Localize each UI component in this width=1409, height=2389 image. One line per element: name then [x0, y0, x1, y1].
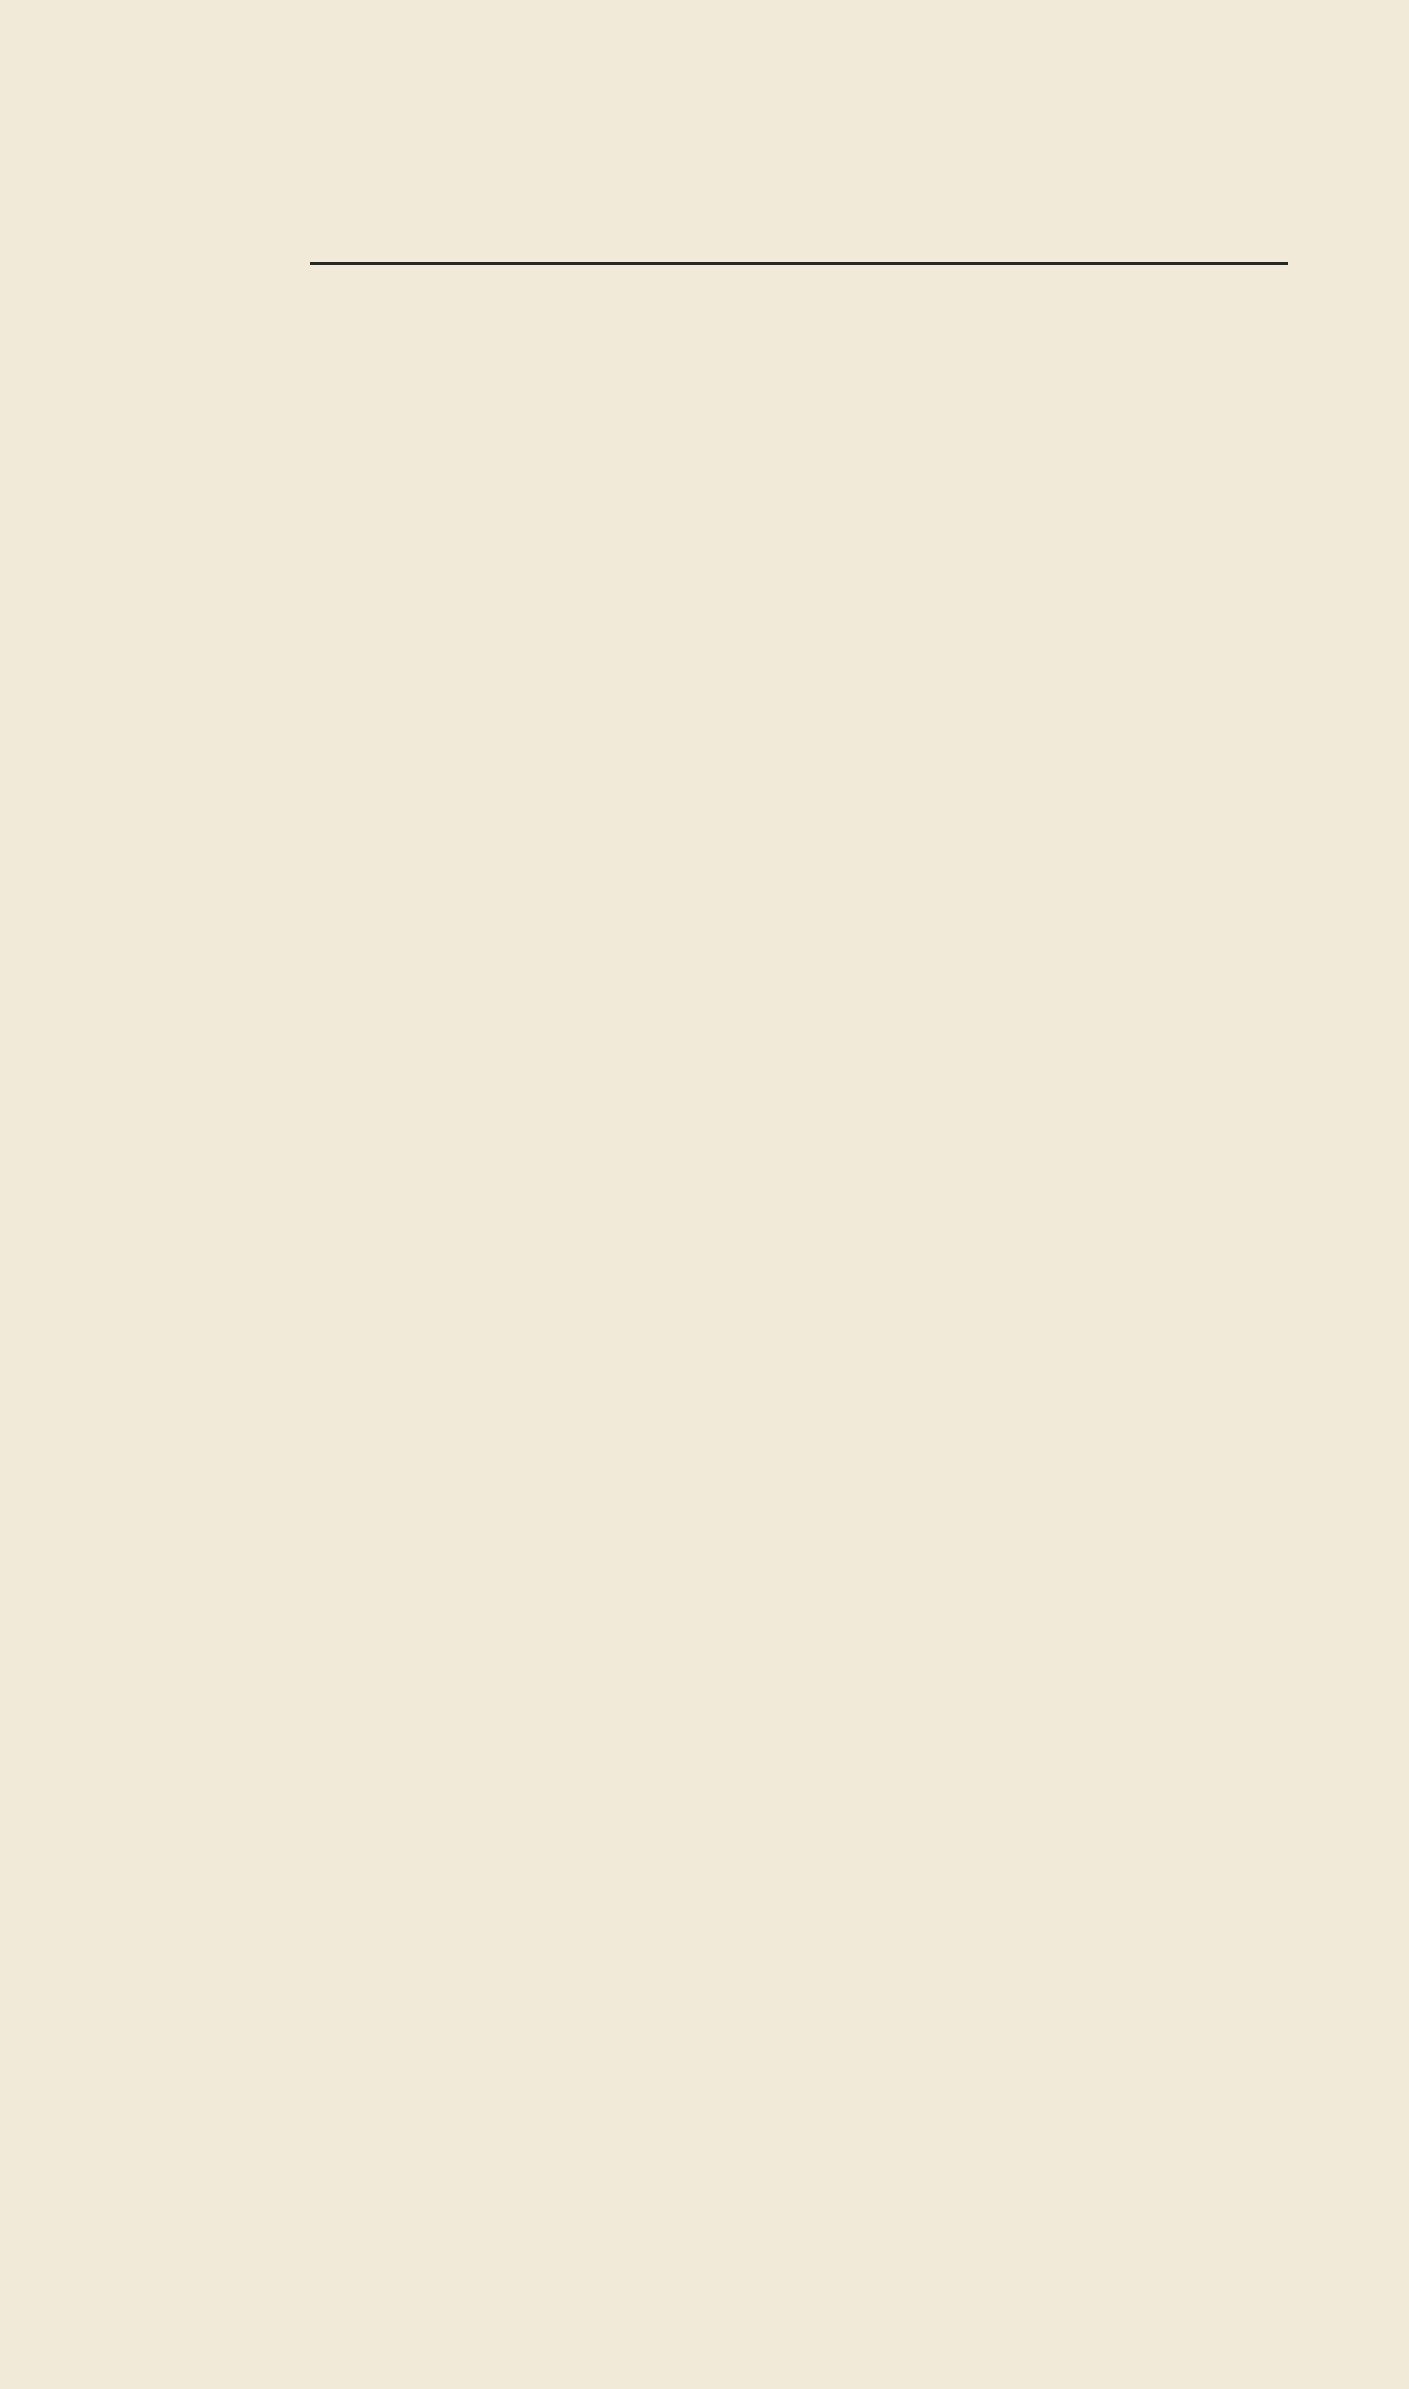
page-header: [158, 168, 1283, 228]
header-rule: [310, 262, 1288, 265]
